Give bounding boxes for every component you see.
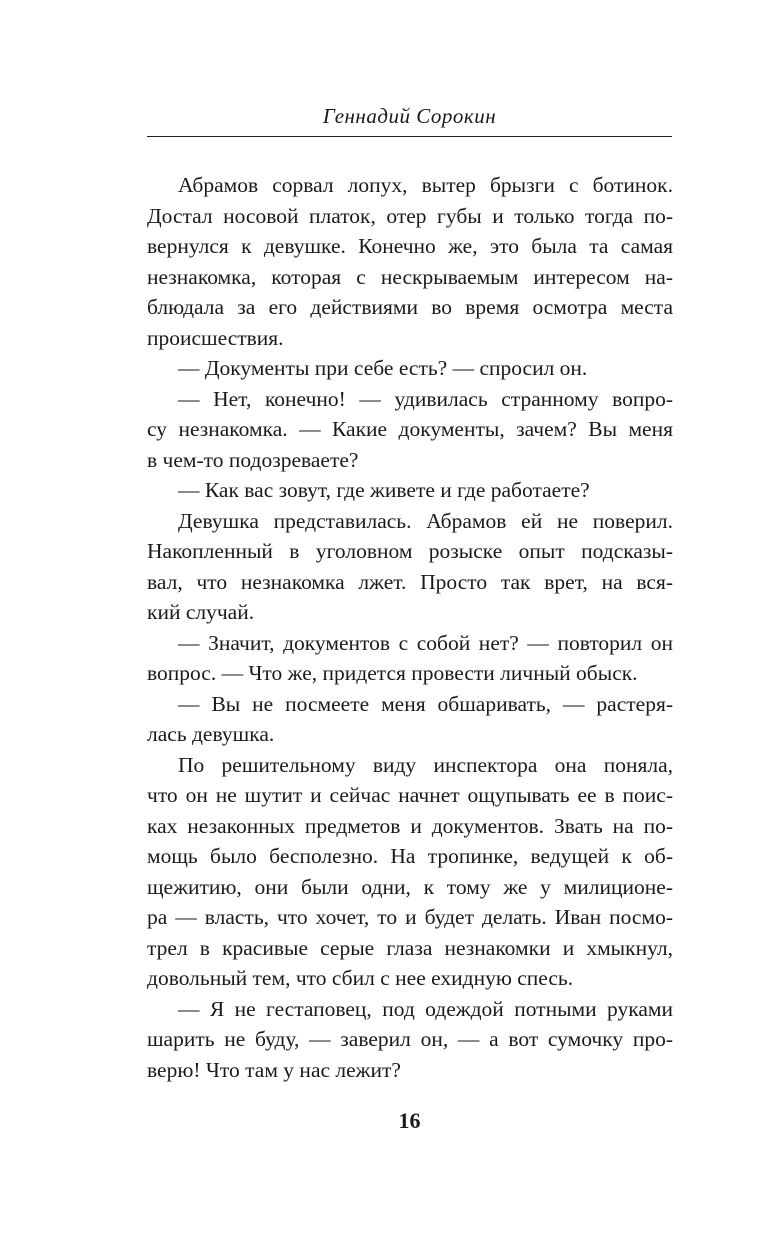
text-line: — Я не гестаповец, под одеждой потными руками (178, 996, 673, 1021)
text-line: — Нет, конечно! — удивилась странному вопро- (178, 386, 673, 411)
text-line: происшествия. (147, 325, 284, 350)
text-line: — Вы не посмеете меня обшаривать, — растеря- (178, 691, 673, 716)
text-line: вал, что незнакомка лжет. Просто так врет, на вся- (147, 569, 673, 594)
text-line: Накопленный в уголовном розыске опыт подсказы- (147, 539, 673, 563)
text-line: в чем-то подозреваете? (147, 447, 359, 472)
text-line: что он не шутит и сейчас начнет ощупывать ее в поис- (147, 783, 673, 807)
text-line: По решительному виду инспектора она поняла, (178, 752, 673, 777)
text-line: ра — власть, что хочет, то и будет делать. Иван посмо- (147, 905, 673, 929)
running-head-author: Геннадий Сорокин (322, 104, 497, 128)
text-line: вернулся к девушке. Конечно же, это была та самая (147, 234, 673, 258)
text-line: Достал носовой платок, отер губы и только тогда по- (147, 203, 673, 228)
text-line: довольный тем, что сбил с нее ехидную спесь. (147, 966, 574, 990)
text-line: Абрамов сорвал лопух, вытер брызги с ботинок. (178, 173, 673, 197)
text-line: мощь было бесполезно. На тропинке, ведущей к об- (147, 844, 673, 868)
text-line: щежитию, они были одни, к тому же у милиционе- (147, 874, 673, 899)
text-line: блюдала за его действиями во время осмотра места (147, 295, 673, 319)
text-line: ках незаконных предметов и документов. Звать на по- (147, 813, 673, 838)
text-line: верю! Что там у нас лежит? (147, 1057, 401, 1082)
page-number: 16 (398, 1108, 421, 1133)
text-line: незнакомка, которая с нескрываемым интересом на- (147, 264, 673, 289)
text-line: шарить не буду, — заверил он, — а вот сумочку про- (147, 1027, 673, 1051)
text-line: кий случай. (147, 600, 255, 624)
header-rule (147, 136, 672, 137)
text-line: су незнакомка. — Какие документы, зачем? Вы меня (147, 417, 673, 441)
text-line: — Как вас зовут, где живете и где работаете? (178, 478, 590, 502)
text-line: Девушка представилась. Абрамов ей не поверил. (178, 508, 673, 533)
text-line: лась девушка. (147, 722, 275, 746)
text-line: — Документы при себе есть? — спросил он. (178, 356, 588, 380)
text-line: вопрос. — Что же, придется провести личный обыск. (147, 661, 638, 685)
body-text (147, 170, 673, 1085)
text-line: трел в красивые серые глаза незнакомки и хмыкнул, (147, 935, 673, 960)
text-line: — Значит, документов с собой нет? — повторил он (178, 630, 673, 655)
